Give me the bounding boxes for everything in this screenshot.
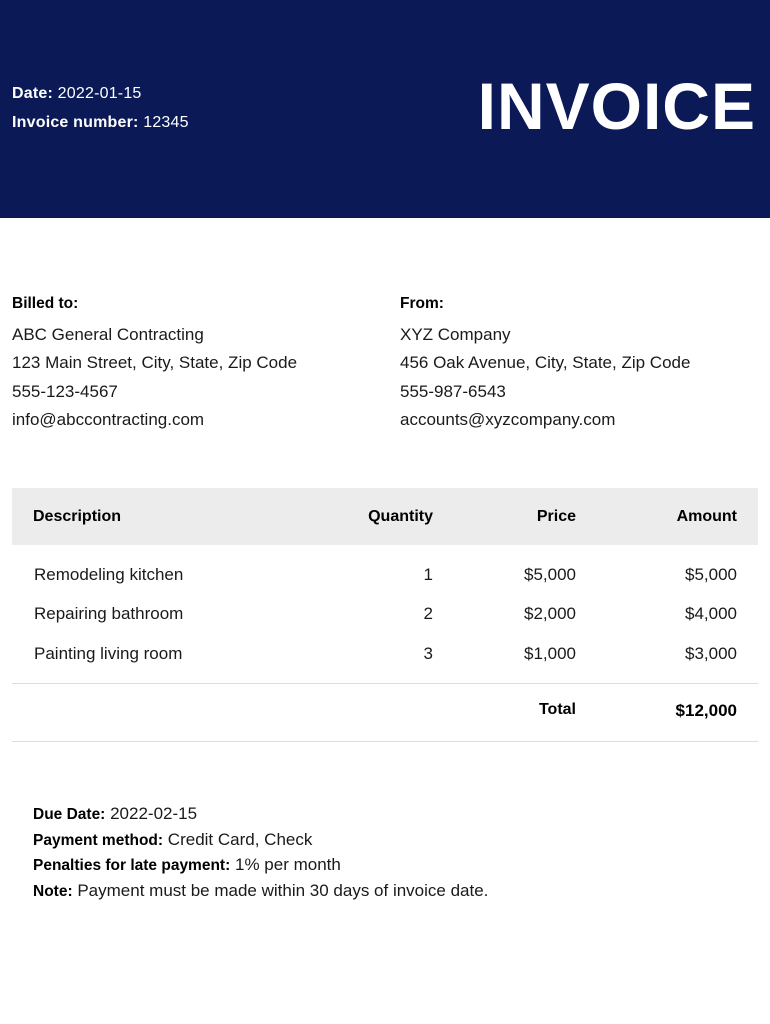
row-price: $2,000 xyxy=(524,604,576,623)
table-divider xyxy=(12,683,758,684)
row-amount: $3,000 xyxy=(685,644,737,663)
row-quantity: 1 xyxy=(423,565,433,584)
billed-to-phone: 555-123-4567 xyxy=(12,381,118,401)
invoice-number-label: Invoice number: xyxy=(12,114,139,131)
late-penalty-line xyxy=(33,853,488,879)
from-block xyxy=(400,290,690,435)
from-address: 456 Oak Avenue, City, State, Zip Code xyxy=(400,353,691,373)
billed-to-heading: Billed to: xyxy=(12,295,79,312)
invoice-number-value: 12345 xyxy=(143,114,189,131)
column-header-price: Price xyxy=(536,508,576,525)
note-label: Note: xyxy=(33,883,73,901)
row-amount: $5,000 xyxy=(685,565,737,584)
from-email: accounts@xyzcompany.com xyxy=(400,410,616,430)
row-price: $1,000 xyxy=(524,644,576,663)
note-line xyxy=(33,879,488,905)
payment-method-label: Payment method: xyxy=(33,831,164,849)
row-quantity: 3 xyxy=(423,644,433,663)
note-value: Payment must be made within 30 days of invoice date. xyxy=(77,881,489,901)
due-date-line xyxy=(33,802,488,828)
table-row xyxy=(12,642,758,681)
column-header-description: Description xyxy=(33,508,122,525)
late-penalty-value: 1% per month xyxy=(235,855,341,875)
billed-to-email: info@abccontracting.com xyxy=(12,410,205,430)
billed-to-address: 123 Main Street, City, State, Zip Code xyxy=(12,353,298,373)
from-heading: From: xyxy=(400,295,444,312)
late-penalty-label: Penalties for late payment: xyxy=(33,857,231,875)
invoice-header xyxy=(0,0,770,218)
invoice-date-label: Date: xyxy=(12,85,54,102)
row-quantity: 2 xyxy=(423,604,433,623)
from-name: XYZ Company xyxy=(400,324,511,344)
total-value: $12,000 xyxy=(675,701,737,720)
payment-terms xyxy=(33,802,488,905)
due-date-label: Due Date: xyxy=(33,806,106,823)
invoice-date xyxy=(12,85,142,103)
row-price: $5,000 xyxy=(524,565,576,584)
payment-method-value: Credit Card, Check xyxy=(167,829,313,849)
row-description: Repairing bathroom xyxy=(34,604,184,623)
invoice-title: INVOICE xyxy=(477,69,756,143)
invoice-date-value: 2022-01-15 xyxy=(57,85,142,102)
total-label: Total xyxy=(538,701,576,718)
row-amount: $4,000 xyxy=(685,604,737,623)
column-header-quantity: Quantity xyxy=(368,508,433,525)
table-divider xyxy=(12,741,758,742)
billed-to-block xyxy=(12,290,297,435)
due-date-value: 2022-02-15 xyxy=(110,804,198,823)
billed-to-name: ABC General Contracting xyxy=(12,324,204,344)
table-row xyxy=(12,563,758,602)
row-description: Remodeling kitchen xyxy=(34,565,184,584)
row-description: Painting living room xyxy=(34,644,183,663)
column-header-amount: Amount xyxy=(676,508,737,525)
items-table-header xyxy=(12,488,758,545)
table-row xyxy=(12,602,758,641)
invoice-number xyxy=(12,114,189,132)
payment-method-line xyxy=(33,828,488,854)
from-phone: 555-987-6543 xyxy=(400,381,506,401)
